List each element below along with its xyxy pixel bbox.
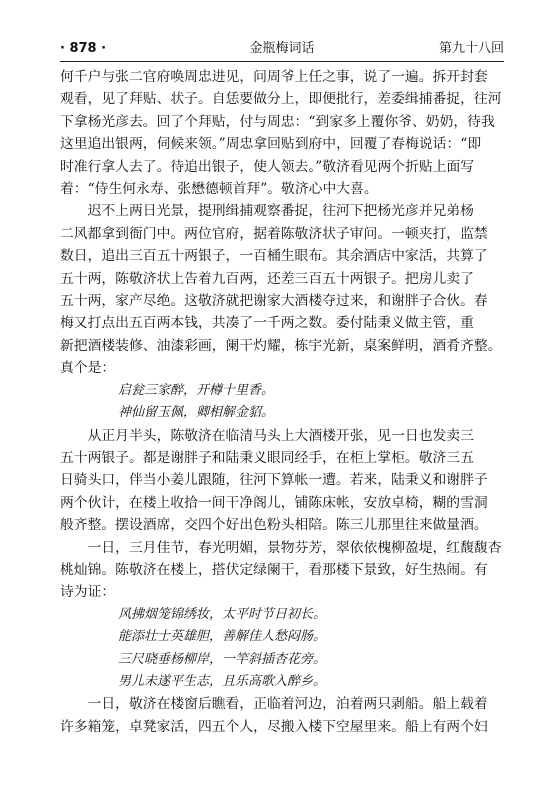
paragraph-start-line: 迟不上两日光景，提刑缉捕观察番捉，往河下把杨光彦并兄弟杨 — [87, 203, 474, 220]
verse-line: 三尺晓垂杨柳岸，一竿斜插杏花旁。 — [118, 651, 327, 667]
text-line: 这里追出银两，伺候来领。”周忠拿回贴到府中，回覆了春梅说话：“即 — [60, 136, 482, 153]
text-line: 日骑头口，伴当小姜儿跟随，往河下算帐一遭。若来，陆秉义和谢胖子 — [60, 472, 488, 489]
chapter-title: 第九十八回 — [438, 41, 504, 56]
paragraph-start-line: 一日，敬济在楼窗后瞧看，正临着河边，泊着两只剥船。船上载着 — [87, 696, 488, 713]
text-line: 真个是： — [60, 360, 116, 377]
text-line: 诗为证： — [60, 584, 116, 601]
text-line: 下拿杨光彦去。回了个拜贴，付与周忠：“到家多上覆你爷、奶奶，待我 — [60, 113, 495, 130]
text-line: 五十两，陈敬济状上告着九百两，还差三百五十两银子。把房儿卖了 — [60, 270, 474, 287]
text-line: 桃灿锦。陈敬济在楼上，搭伏定绿阑干，看那楼下景致，好生热闹。有 — [60, 561, 488, 578]
paragraph-start-line: 从正月半头，陈敬济在临清马头上大酒楼开张，见一日也发卖三 — [87, 427, 474, 444]
text-line: 梅又打点出五百两本钱，共凑了一千两之数。委付陆秉义做主管，重 — [60, 315, 474, 332]
running-header — [60, 40, 504, 60]
text-line: 着：“侍生何永寿、张懋德顿首拜”。敬济心中大喜。 — [60, 181, 378, 198]
text-line: 两个伙计，在楼上收拾一间干净阁儿，铺陈床帐，安放卓椅，糊的雪洞 — [60, 494, 488, 511]
verse-line: 能添壮士英雄胆，善解佳人愁闷肠。 — [118, 629, 327, 645]
verse-line: 启瓮三家醉，开樽十里香。 — [118, 382, 275, 398]
text-line: 数日，追出三百五十两银子，一百桶生眼布。其余酒店中家活，共算了 — [60, 248, 488, 265]
text-line: 何千户与张二官府唤周忠进见，问周爷上任之事，说了一遍。拆开封套 — [60, 69, 488, 85]
text-line: 观看，见了拜贴、状子。自恁要做分上，即便批行，差委缉捕番捉，往河 — [60, 91, 502, 108]
body-text — [60, 66, 504, 738]
text-line: 五十两，家产尽绝。这敬济就把谢家大酒楼夺过来，和谢胖子合伙。春 — [60, 293, 488, 310]
text-line: 般齐整。摆设酒席，交四个好出色粉头相陪。陈三儿那里往来做量酒。 — [60, 517, 488, 534]
text-line: 许多箱笼，卓凳家活，四五个人，尽搬入楼下空屋里来。船上有两个妇 — [60, 718, 488, 735]
text-line: 二风都拿到衙门中。两位官府，据着陈敬济状子审问。一顿夹打，监禁 — [60, 225, 488, 242]
verse-line: 风拂烟笼锦绣妆，太平时节日初长。 — [118, 606, 327, 622]
verse-line: 男儿未遂平生志，且乐高歌入醉乡。 — [118, 673, 327, 689]
book-title: 金瓶梅词话 — [249, 41, 315, 56]
header-rule — [60, 61, 504, 62]
text-line: 时准行拿人去了。待追出银子，使人领去。”敬济看见两个折贴上面写 — [60, 158, 475, 175]
verse-line: 神仙留玉佩，卿相解金貂。 — [118, 405, 275, 421]
text-line: 新把酒楼装修、油漆彩画，阑干灼耀，栋宇光新，桌案鲜明，酒肴齐整。 — [60, 337, 502, 354]
page-number: · 878 · — [60, 41, 107, 56]
paragraph-start-line: 一日，三月佳节，春光明媚，景物芬芳，翠依依槐柳盈堤，红馥馥杏 — [87, 539, 502, 556]
text-line: 五十两银子。都是谢胖子和陆秉义眼同经手，在柜上掌柜。敬济三五 — [60, 449, 474, 466]
